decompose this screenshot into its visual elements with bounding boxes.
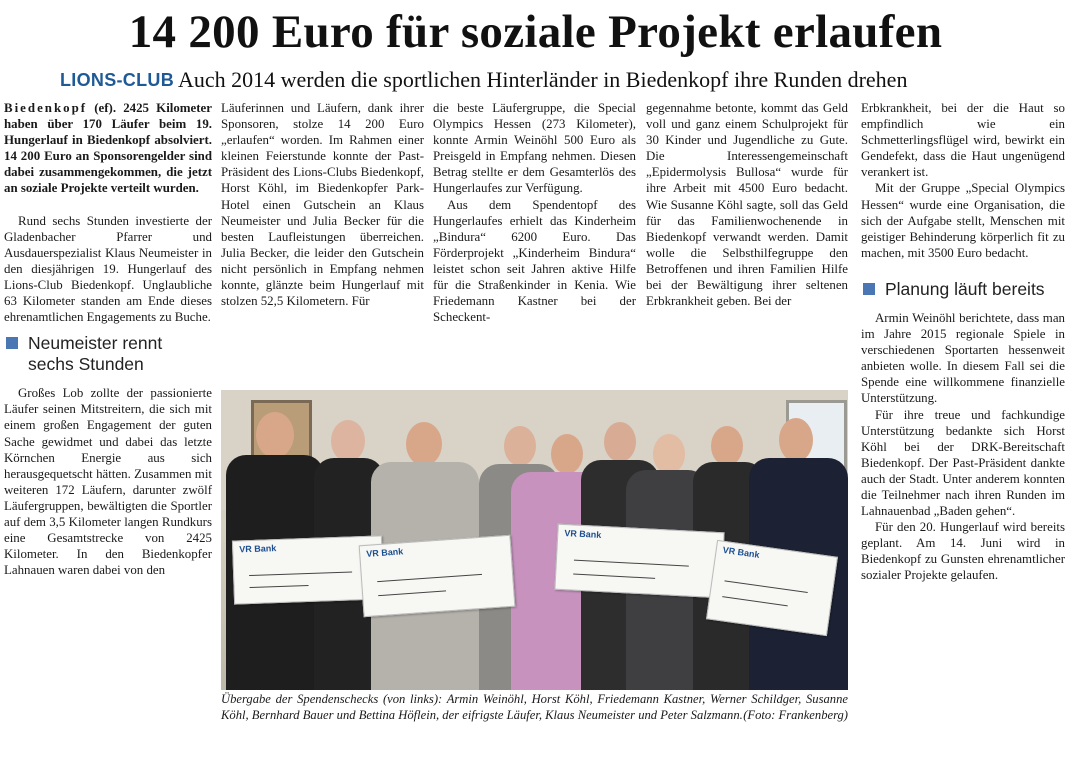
- check-bank-label: VR Bank: [365, 546, 404, 559]
- subheading-text: Planung läuft bereits: [885, 278, 1045, 299]
- donation-check: [359, 535, 516, 617]
- donation-check: [706, 540, 838, 636]
- paragraph: Mit der Gruppe „Special Olympics Hessen“ wurde eine Organisation, die sich der Aufgabe stellt, Menschen mit geistiger Behinderung körperlich fit zu machen, mit 3500 Euro bedacht.: [861, 181, 1065, 260]
- check-bank-label: VR Bank: [722, 544, 761, 560]
- check-bank-label: VR Bank: [239, 543, 277, 555]
- paragraph: Großes Lob zollte der passionierte Läufer seinen Mitstreitern, die sich mit einem großen Engagement der guten Sache gewidmet und dabei das letzte Körnchen Energie aus sich herausgequetscht hätten. Zusammen mit weiteren 172 Läufern, darunter zwölf Läufergruppen, bewältigten die Sportler auf dem 3,5 Kilometer langen Rundkurs eine Gesamtstrecke von 2425 Kilometer. In den Biedenkopfer Lahnauen waren dabei von den: [4, 386, 212, 578]
- paragraph: gegennahme betonte, kommt das Geld voll und ganz einem Schulprojekt für 30 Kinder und Jugendliche zu Gute. Die Interessengemeinschaft „Epidermolysis Bullosa“ wurde für ihre Arbeit mit 4500 Euro bedacht. Wie Susanne Köhl sagte, soll das Geld für das Familienwochenende in Biedenkopf verwandt werden. Damit wolle die Selbsthilfegruppe den Betroffenen und ihren Familien Hilfe bei der Bewältigung ihrer seltenen Erbkrankheit geben. Bei der: [646, 101, 848, 309]
- paragraph: Aus dem Spendentopf des Hungerlaufes erhielt das Kinderheim „Bindura“ 6200 Euro. Das Förderprojekt „Kinderheim Bindura“ leistet schon seit Jahren aktive Hilfe für die Straßenkinder in Kenia. Wie Friedemann Kastner bei der Scheckent-: [433, 197, 636, 325]
- square-bullet-icon: [863, 283, 875, 295]
- photo-credit: (Foto: Frankenberg): [743, 707, 848, 722]
- headline: 14 200 Euro für soziale Projekt erlaufen: [128, 6, 943, 58]
- paragraph: Für den 20. Hungerlauf wird bereits geplant. Am 14. Juni wird in Biedenkopf zu Gunsten ehrenamtlicher sozialer Projekte gelaufen.: [861, 520, 1065, 583]
- check-bank-label: VR Bank: [564, 528, 602, 540]
- photo-caption: [221, 692, 848, 723]
- lead-paragraph: [4, 100, 212, 197]
- paragraph: Läuferinnen und Läufern, dank ihrer Sponsoren, stolze 14 200 Euro „erlaufen“ worden. Im Rahmen einer kleinen Feierstunde konnte der Past-Präsident des Lions-Clubs Biedenkopf, Horst Köhl, im Biedenkopfer Park-Hotel einen Gutschein an Klaus Neumeister und Julia Becker für die besten Laufleistungen überreichen. Julia Becker, die leider den Gutschein nicht persönlich in Empfang nehmen konnte, glänzte beim Hungerlauf mit stolzen 52,5 Kilometern. Für: [221, 101, 424, 309]
- square-bullet-icon: [6, 337, 18, 349]
- donation-check: [554, 524, 724, 599]
- article-column-2: [221, 100, 424, 309]
- article-column-5: [861, 100, 1065, 584]
- paragraph: Armin Weinöhl berichtete, dass man im Jahre 2015 regionale Spiele in verschiedenen Sportarten hessenweit anbieten wolle. In diesem Fall sei die Spende eine willkommene finanzielle Unterstützung.: [861, 310, 1065, 406]
- subline: Auch 2014 werden die sportlichen Hinterländer in Biedenkopf ihre Runden drehen: [178, 67, 908, 92]
- lead-text: (ef). 2425 Kilometer haben über 170 Läufer beim 19. Hungerlauf in Biedenkopf absolviert. 14 200 Euro an Sponsorengelder sind dabei zusammengekommen, die jetzt an soziale Projekte verteilt wurden.: [4, 101, 212, 196]
- subheading: [861, 279, 1065, 300]
- article-column-1: [4, 100, 212, 578]
- paragraph: die beste Läufergruppe, die Special Olympics Hessen (273 Kilometer), konnte Armin Weinöhl 500 Euro als Preisgeld in Empfang nehmen. Diesen Betrag stellte er dem Gesamterlös des Hungerlaufes zur Verfügung.: [433, 101, 636, 196]
- paragraph: Erbkrankheit, bei der die Haut so empfindlich wie ein Schmetterlingsflügel wird, bewirkt ein Gendefekt, dass die Haut ungenügend verankert ist.: [861, 101, 1065, 180]
- caption-text: Übergabe der Spendenschecks (von links): Armin Weinöhl, Horst Köhl, Friedemann Kastner, Werner Schildger, Susanne Köhl, Bernhard Bauer und Bettina Höflein, der eifrigste Läufer, Klaus Neumeister und Peter Salzmann.: [221, 692, 848, 722]
- lead-place: Biedenkopf: [4, 101, 88, 115]
- paragraph: Für ihre treue und fachkundige Unterstützung bedankte sich Horst Köhl bei der DRK-Bereitschaft Biedenkopf. Der Past-Präsident dankte auch der Stadt. Unter anderem konnten die Teilnehmer nach ihren Runden im Lahnauenbad „Baden gehen“.: [861, 407, 1065, 519]
- subheading-text: Neumeister rennt sechs Stunden: [28, 333, 163, 375]
- article-column-4: [646, 100, 848, 309]
- subheading: [4, 333, 212, 375]
- article-column-3: [433, 100, 636, 325]
- kicker: LIONS-CLUB: [60, 70, 174, 90]
- group-photo: [221, 390, 848, 690]
- paragraph: Rund sechs Stunden investierte der Gladenbacher Pfarrer und Ausdauerspezialist Klaus Neumeister in den diesjährigen 19. Hungerlauf des Lions-Club Biedenkopf. Unglaubliche 63 Kilometer standen am Ende dieses ehrenamtlichen Engagements zu Buche.: [4, 213, 212, 325]
